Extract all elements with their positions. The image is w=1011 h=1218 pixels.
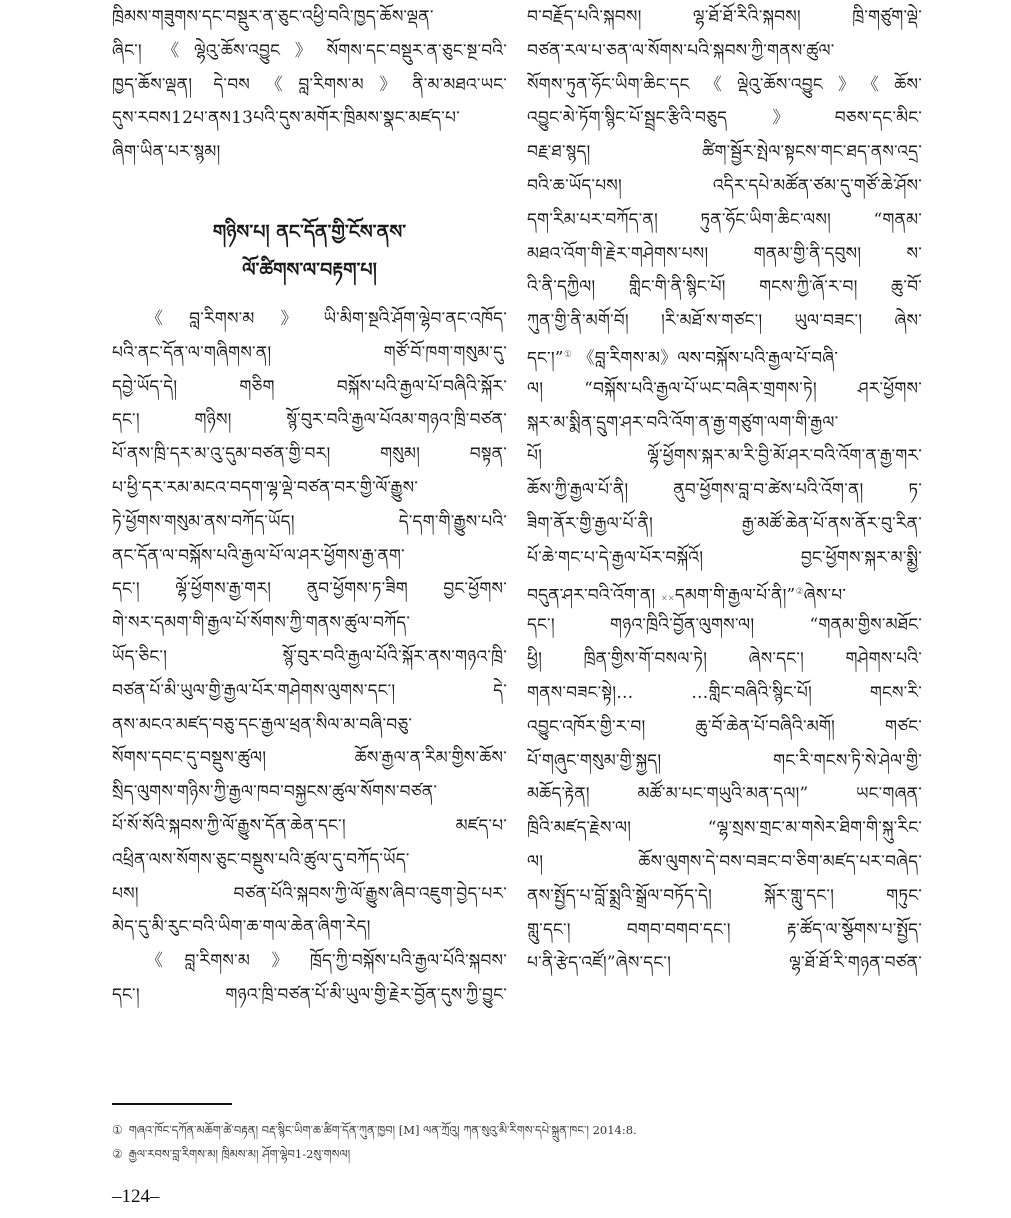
body-line: ནང་དོན་ལ་བསྐོས་པའི་རྒྱལ་པོ་ལ་ཤར་ཕྱོགས་རྒྱ་ནག་ (112, 545, 405, 566)
body-line: གེ་སར་དམག་གི་རྒྱལ་པོ་སོགས་ཀྱི་གནས་ཚུལ་བཀོད་ (112, 613, 411, 634)
body-line: པོ་གཞུང་གསུམ་གྱི་སྐྱད། གང་རི་གངས་ཏི་སེ་ཤེལ་གྱི་ (527, 750, 922, 771)
body-line: ཞིག་ཡིན་པར་སྙམ། (112, 142, 221, 163)
page-number: –124– (112, 1186, 160, 1207)
left-column-body (112, 303, 507, 1013)
footnote-separator (112, 1103, 232, 1105)
footnote-mark: ① (112, 1123, 123, 1137)
body-text: དམག་གི་རྒྱལ་པོ་ནི།” (674, 585, 796, 606)
body-line: ཏེ་ཕྱོགས་གསུམ་ནས་བཀོད་ཡོད། དེ་དག་གི་རྒྱུས་པའི་ (112, 511, 507, 532)
body-line (527, 576, 922, 610)
body-line: ཟིག་ནོར་གྱི་རྒྱལ་པོ་ནི། རྒྱ་མཚོ་ཆེན་པོ་ནས་ནོར་བུ་རིན་ (527, 513, 922, 534)
body-line: འབྱུང་འཁོར་གྱི་ར་བ། ཆུ་བོ་ཆེན་པོ་བཞིའི་མགོ། གཙང་ (527, 716, 922, 737)
body-line: པ་ནི་རྩེད་འཛོ།”ཞེས་དང་། ལྷ་ཐོ་ཐོ་རི་གཉན་བཙན་ (527, 953, 922, 974)
body-line: དང་། གཉའ་ཁྲི་བཙན་པོ་མི་ཡུལ་གྱི་རྗེར་བྱོན་དུས་ཀྱི་བྱུང་ (112, 984, 507, 1005)
body-line: པོ། ལྷོ་ཕྱོགས་སྐར་མ་རི་བྱི་མོ་ཤར་བའི་འོག་ན་རྒྱ་གར་ (527, 446, 922, 467)
body-line: དང་། ལྷོ་ཕྱོགས་རྒྱ་གར། ནུབ་ཕྱོགས་ཏ་ཟིག བྱང་ཕྱོགས་ (112, 579, 507, 600)
body-line: འཕྲིན་ལས་སོགས་ཅུང་བསྡུས་པའི་ཚུལ་དུ་བཀོད་ཡོད་ (112, 849, 410, 870)
body-line: དབྱེ་ཡོད་དེ། གཅིག བསྐོས་པའི་རྒྱལ་པོ་བཞིའི་སྐོར་ (112, 376, 507, 397)
body-line: ལ། “བསྐོས་པའི་རྒྱལ་པོ་ཡང་བཞིར་གྲགས་ཏེ། ཤར་ཕྱོགས་ (527, 378, 922, 399)
body-line: དང་། གཉིས། སྙོ་བུར་བའི་རྒྱལ་པོའམ་གཉའ་ཁྲི་བཙན་ (112, 410, 507, 431)
footnote-text: གཞའ་ཁོང་དཀོན་མཆོག་ཚེ་བརྟན། བརྡ་སྙིང་ཡིག་ཆ་ཚིག་དོན་ཀུན་ཁྱབ། [M] ལན་ཀྲོའུ། ཀན་སུའུ་མི་རིགས་དཔེ་སྐྲུན་ཁང་། 2014:8. (128, 1123, 637, 1137)
section-heading-line: ལོ་ཚིགས་ལ་བརྟག་པ། (242, 259, 377, 281)
body-line: ཁྲིའི་མཛད་རྗེས་ལ། “ལྷ་སྲས་གྲང་མ་གསེར་ཐིག་གི་སྐུ་རིང་ (527, 818, 922, 839)
body-line (527, 339, 922, 373)
body-line: གླུ་དང་། བགབ་བགབ་དང་། རྟ་ཚོད་ལ་སྩོགས་པ་སྤྱོད་ (527, 919, 922, 940)
body-line: སོགས་ཏུན་ཧོང་ཡིག་ཆིང་དང《ལྡེའུ་ཆོས་འབྱུང》《ཆོས་ (527, 74, 922, 95)
body-line: ནས་མངའ་མཛད་བཅུ་དང་རྒྱལ་ཕྲན་སིལ་མ་བཞི་བཅུ་ (112, 714, 413, 735)
body-text: དང་།” (527, 348, 564, 369)
body-line: པ་ཕྱི་དར་རམ་མངའ་བདག་ལྷ་ལྡེ་བཙན་བར་གྱི་ལོ་རྒྱུས་ (112, 477, 419, 498)
footnote-mark: ② (112, 1147, 123, 1161)
paragraph-first-line: 《བླ་རིགས་མ》ཁྲོད་ཀྱི་བསྐོས་པའི་རྒྱལ་པོའི་སྐབས་ (146, 951, 507, 972)
body-line: ཡོད་ཅིང་། སྙོ་བུར་བའི་རྒྱལ་པོའི་སྐོར་ནས་གཉའ་ཁྲི་ (112, 646, 507, 667)
body-line: པའི་ནང་དོན་ལ་གཞིགས་ན། གཙོ་བོ་ཁག་གསུམ་དུ་ (112, 342, 507, 363)
body-line: མེད་དུ་མི་རུང་བའི་ཡིག་ཆ་གལ་ཆེན་ཞིག་རེད། (112, 917, 371, 938)
body-line: དང་། གཉའ་ཁྲིའི་བྱོན་ལུགས་ལ། “གནམ་གྱིས་མཐོང་ (527, 615, 922, 636)
body-line: སོགས་དབང་དུ་བསྡུས་ཚུལ། ཆོས་རྒྱལ་ན་རིམ་གྱིས་ཆོས་ (112, 748, 507, 769)
body-line: འི་ནི་དཀྱིལ། གླིང་གི་ནི་སྙིང་པོ། གངས་ཀྱི་ཞོ་ར་བ། ཆུ་བོ་ (527, 277, 922, 298)
body-line: བ་བརྗོད་པའི་སྐབས། ལྷ་ཐོ་ཐོ་རིའི་སྐབས། ཁྲི་གཙུག་ལྡེ་ (527, 7, 922, 27)
body-line: པོ་སོ་སོའི་སྐབས་ཀྱི་ལོ་རྒྱུས་དོན་ཆེན་དང་། མཛད་པ་ (112, 815, 507, 836)
body-line: བཙན་པོ་མི་ཡུལ་གྱི་རྒྱལ་པོར་གཤེགས་ལུགས་དང་། དེ་ (112, 680, 507, 701)
body-line: མཐའ་འོག་གི་རྗེར་གཤེགས་པས། གནམ་གྱི་ནི་དབུས། ས་ (527, 243, 922, 264)
footnote-text: རྒྱལ་རབས་བླ་རིགས་མ། ཁྲིམས་མ། ཤོག་ལྷེབ1-2སུ་གསལ། (128, 1147, 351, 1161)
body-line: ཁྱད་ཆོས་ལྡན། དེ་བས《བླ་རིགས་མ》ནི་མ་མཐའ་ཡང་ (112, 74, 507, 95)
marker-xx: ×× (661, 593, 675, 603)
body-line: ལ། ཆོས་ལུགས་དེ་བས་བཟང་བ་ཅིག་མཛད་པར་བཞེད་ (527, 851, 922, 872)
body-line: པོ་ནས་ཁྲི་དར་མ་འུ་དུམ་བཙན་གྱི་བར། གསུམ། བསྟན་ (112, 444, 507, 465)
body-text: བདུན་ཤར་བའི་འོག་ན། (527, 585, 656, 606)
paragraph-first-line: 《བླ་རིགས་མ》ཡི་མིག་སྔའི་ཤོག་ལྷེབ་ནང་འཁོད་ (146, 309, 507, 329)
body-line: ཆོས་ཀྱི་རྒྱལ་པོ་ནི། ནུབ་ཕྱོགས་བླ་བ་ཚེས་པའི་འོག་ན། ཏ་ (527, 480, 922, 501)
right-column (527, 1, 922, 981)
body-line: འབྱུང་མེ་ཏོག་སྙིང་པོ་སྦྲང་རྩིའི་བཅུད》བཅས་དང་མིང་ (527, 108, 922, 129)
body-line: ཞིང་། 《ལྷེའུ་ཆོས་འབྱུང》སོགས་དང་བསྡུར་ན་ཅུང་སྔ་བའི་ (112, 40, 507, 61)
body-line: ཕྱི། ཁྲིན་གྱིས་གོ་བསལ་ཏེ། ཞེས་དང་། གཤེགས་པའི་ (527, 649, 922, 670)
footnote-2 (112, 1141, 350, 1174)
body-line: དག་རིམ་པར་བཀོད་ན། ཏུན་ཧོང་ཡིག་ཆིང་ལས། “གནམ་ (527, 209, 922, 230)
footnote-ref-1[interactable]: ① (563, 349, 572, 360)
body-text: 《བླ་རིགས་མ》ལས་བསྐོས་པའི་རྒྱལ་པོ་བཞི་ (577, 348, 839, 369)
body-line: ནས་སྤྱོད་པ་བློ་སྨྲའི་སྒྲོལ་བཏོད་དེ། སྐོར་གླུ་དང་། གཏུང་ (527, 885, 922, 906)
section-heading (112, 213, 507, 289)
section-heading-line: གཉིས་པ། ནང་དོན་གྱི་ངོས་ནས་ (212, 221, 407, 243)
body-text: ཞེས་པ་ (803, 585, 847, 606)
footnote-ref-2[interactable]: ② (795, 586, 804, 597)
body-line: དུས་རབས12པ་ནས13པའི་དུས་མགོར་ཁྲིམས་སྣང་མཛད་པ་ (112, 108, 460, 129)
body-line: པས། བཙན་པོའི་སྐབས་ཀྱི་ལོ་རྒྱུས་ཞིབ་འཇུག་བྱེད་པར་ (112, 883, 507, 904)
body-line: བའི་ཆ་ཡོད་པས། འདིར་དཔེ་མཚོན་ཙམ་དུ་གཙོ་ཆེ་ཤོས་ (527, 175, 922, 196)
body-line: ཁྲིམས་གཟུགས་དང་བསྡུར་ན་ཅུང་འཕྱི་བའི་ཁྱད་ཆོས་ལྡན་ (112, 7, 434, 27)
left-column (112, 1, 507, 170)
body-line: སྐར་མ་སྨིན་དྲུག་ཤར་བའི་འོག་ན་རྒྱ་གཙུག་ལག་གི་རྒྱལ་ (527, 412, 839, 433)
body-line: པོ་ཆེ་གང་པ་དེ་རྒྱལ་པོར་བསྐོའོ། བྱང་ཕྱོགས་སྐར་མ་སྨྱི་ (527, 547, 922, 568)
body-line: གནས་བཟང་སྟེ།… …གླིང་བཞིའི་སྙིང་པོ། གངས་རི་ (527, 682, 922, 703)
body-line: བཙན་རལ་པ་ཅན་ལ་སོགས་པའི་སྐབས་ཀྱི་གནས་ཚུལ་ (527, 40, 835, 61)
body-line: ཀུན་གྱི་ནི་མགོ་བོ། །རི་མཐོ་ས་གཙང་། ཡུལ་བཟང་། ཞེས་ (527, 311, 922, 332)
body-line: བརྗ་ཐ་སྙད། ཚིག་སྦྱོར་སྤེལ་སྟངས་གང་ཐད་ནས་འདྲ་ (527, 142, 922, 163)
body-line: སྲིད་ལུགས་གཉིས་ཀྱི་རྒྱལ་ཁབ་བསྐྱངས་ཚུལ་སོགས་བཙན་ (112, 782, 438, 803)
body-line: མཆོད་རྟེན། མཚོ་མ་པང་གཡུའི་མན་དལ།” ཡང་གཞན་ (527, 784, 922, 805)
